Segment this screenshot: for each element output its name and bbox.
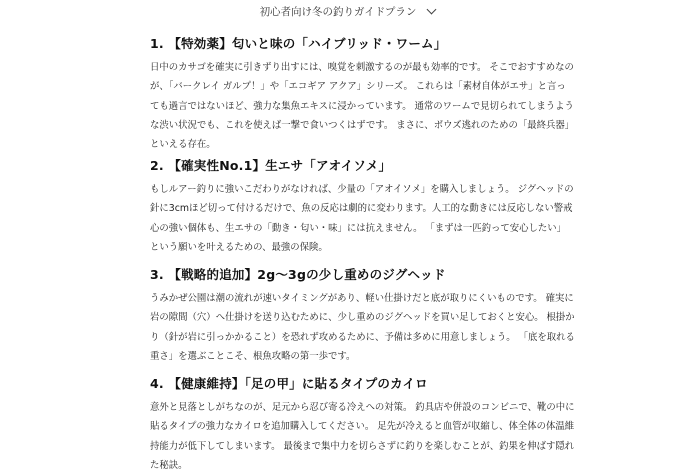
section-body: 意外と見落としがちなのが、足元から忍び寄る冷えへの対策。 釣具店や併設のコンビニで、靴の中に貼るタイプの強力なカイロを追加購入してください。 足先が冷えると血管が収縮し、体全体の体温維持能力が低下してしまいます。 最後まで集中力を切らさずに釣りを楽しむことが、釣果を伸ばす隠れた秘訣。 — [150, 402, 575, 471]
section-heading: 3. 【戦略的追加】2g〜3gの少し重めのジグヘッド — [150, 267, 446, 282]
document-title[interactable]: 初心者向け冬の釣りガイドプラン — [259, 5, 417, 18]
section-1 — [150, 36, 575, 154]
section-heading: 4. 【健康維持】「足の甲」に貼るタイプのカイロ — [150, 376, 428, 391]
section-4 — [150, 376, 575, 475]
section-heading: 1. 【特効薬】匂いと味の「ハイブリッド・ワーム」 — [150, 36, 447, 51]
section-body: もしルアー釣りに強いこだわりがなければ、少量の「アオイソメ」を購入しましょう。 ジグヘッドの針に3cmほど切って付けるだけで、魚の反応は劇的に変わります。人工的な動きには反応しない警戒心の強い個体も、生エサの「動き・匂い・味」には抗えません。 「まずは一匹釣って安心したい」という願いを叶えるための、最強の保険。 — [150, 184, 574, 253]
section-body: 日中のカサゴを確実に引きずり出すには、嗅覚を刺激するのが最も効率的です。 そこでおすすめなのが、「バークレイ ガルプ！」や「エコギア アクア」シリーズ。 これらは「素材自体がエサ」と言っても過言ではないほど、強力な集魚エキスに浸かっています。 通常のワームで見切られてしまうような渋い状況でも、これを使えば一撃で食いつくはずです。 まさに、ボウズ逃れのための「最終兵器」といえる存在。 — [150, 62, 575, 151]
section-2 — [150, 158, 575, 257]
section-heading: 2. 【確実性No.1】生エサ「アオイソメ」 — [150, 158, 392, 173]
section-body: うみかぜ公園は潮の流れが速いタイミングがあり、軽い仕掛けだと底が取りにくいものです。 確実に岩の隙間（穴）へ仕掛けを送り込むために、少し重めのジグヘッドを買い足しておくと安心。 根掛かり（針が岩に引っかかること）を恐れず攻めるために、予備は多めに用意しましょう。 「底を取れる重さ」を選ぶことこそ、根魚攻略の第一歩です。 — [150, 293, 575, 362]
document-title-bar[interactable] — [0, 0, 695, 22]
section-3 — [150, 267, 575, 366]
chevron-down-icon[interactable] — [427, 4, 437, 14]
